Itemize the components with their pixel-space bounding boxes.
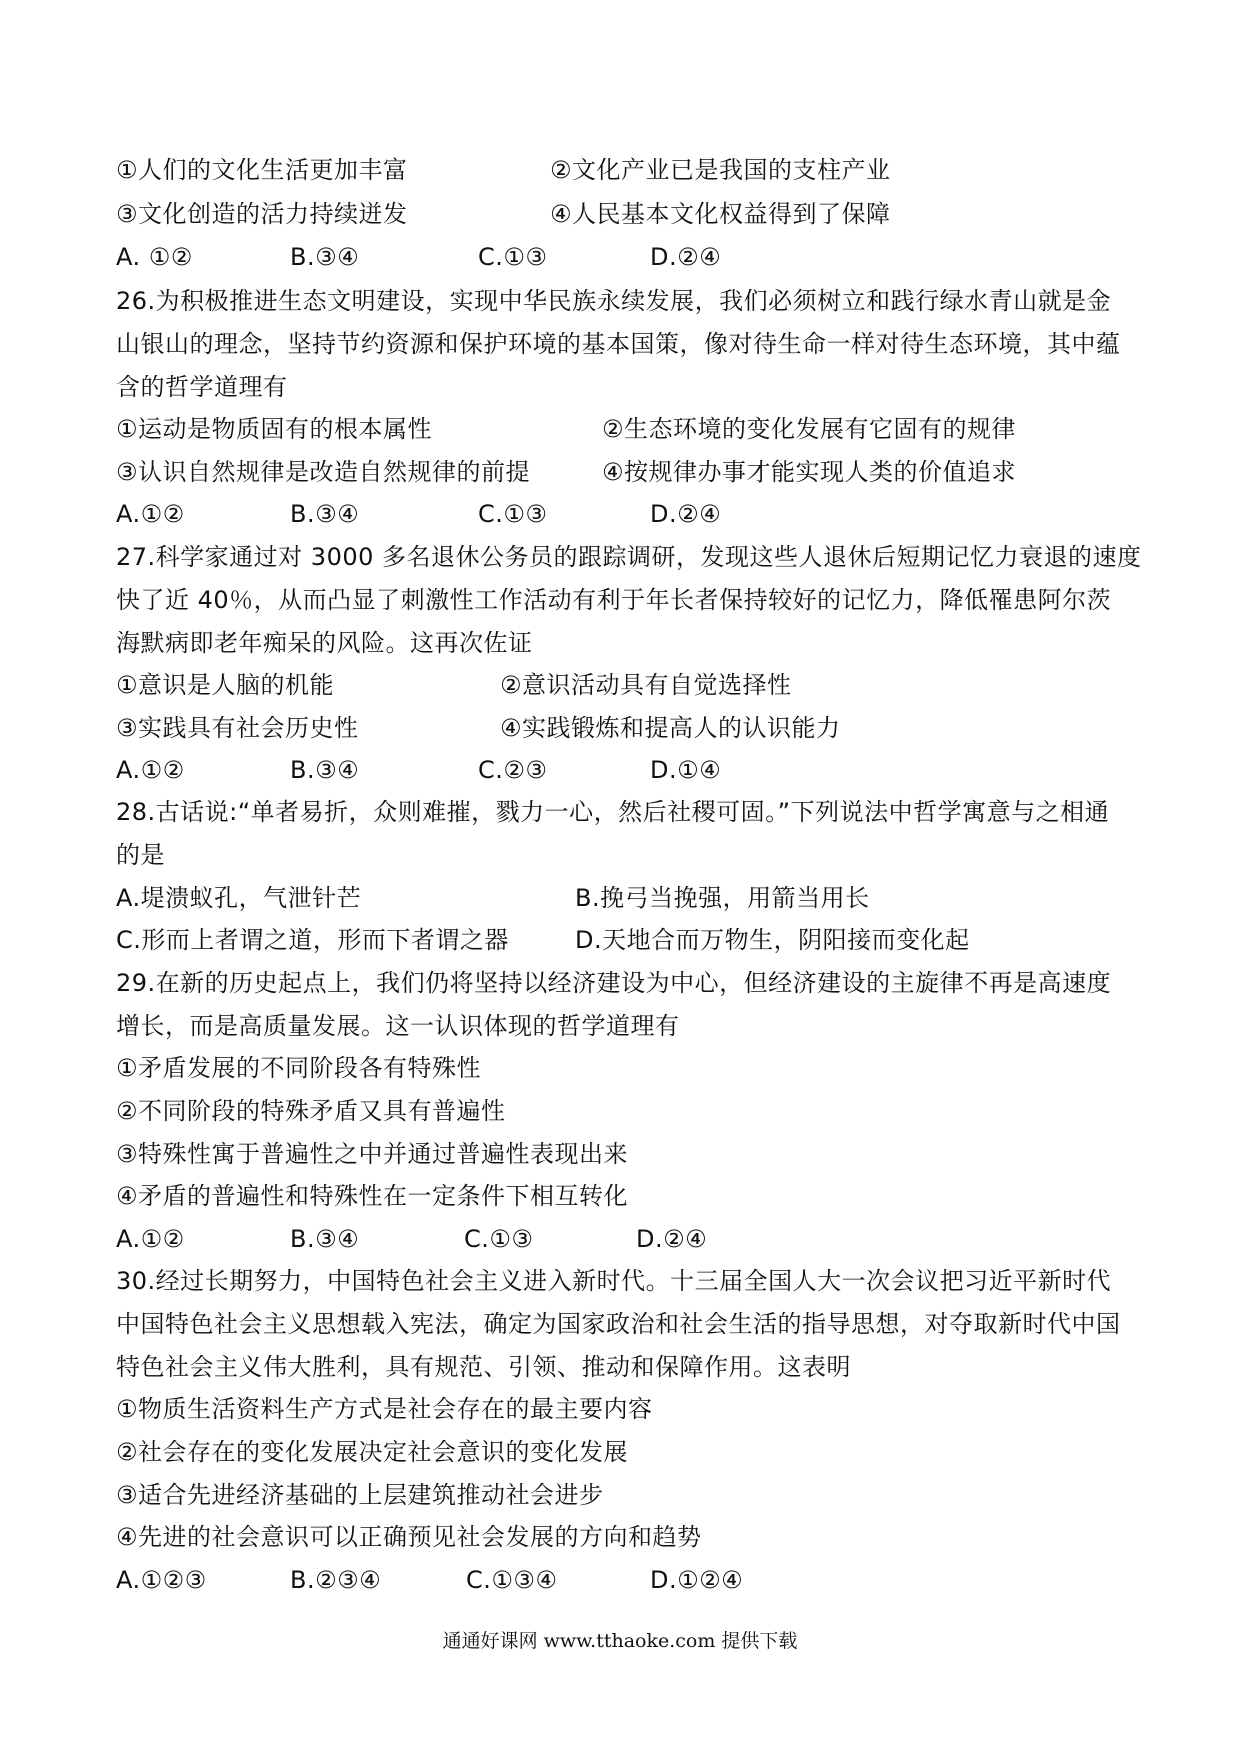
q27-option-1: ①意识是人脑的机能 [116, 671, 335, 699]
q26-stem-line-3: 含的哲学道理有 [116, 373, 288, 401]
q27-choice-b: B.③④ [290, 756, 360, 784]
q28-choice-c: C.形而上者谓之道，形而下者谓之器 [116, 926, 509, 954]
q25-choice-d: D.②④ [650, 243, 722, 271]
q26-choice-b: B.③④ [290, 500, 360, 528]
q28-choice-d: D.天地合而万物生，阴阳接而变化起 [575, 926, 970, 954]
q29-choice-c: C.①③ [464, 1225, 534, 1253]
q26-option-3: ③认识自然规律是改造自然规律的前提 [116, 458, 531, 486]
q29-option-3: ③特殊性寓于普遍性之中并通过普遍性表现出来 [116, 1140, 629, 1168]
q27-option-3: ③实践具有社会历史性 [116, 714, 359, 742]
q28-stem-line-2: 的是 [116, 841, 165, 869]
q26-option-2: ②生态环境的变化发展有它固有的规律 [602, 415, 1017, 443]
q25-option-4: ④人民基本文化权益得到了保障 [550, 200, 891, 228]
q30-stem-line-2: 中国特色社会主义思想载入宪法，确定为国家政治和社会生活的指导思想，对夺取新时代中国 [116, 1310, 1121, 1338]
q25-choice-c: C.①③ [478, 243, 548, 271]
q25-option-3: ③文化创造的活力持续迸发 [116, 200, 408, 228]
q27-stem-line-1: 27.科学家通过对 3000 多名退休公务员的跟踪调研，发现这些人退休后短期记忆力衰退的速度 [116, 543, 1142, 571]
q30-option-2: ②社会存在的变化发展决定社会意识的变化发展 [116, 1438, 629, 1466]
q29-stem-line-1: 29.在新的历史起点上，我们仍将坚持以经济建设为中心，但经济建设的主旋律不再是高速度 [116, 969, 1112, 997]
page-footer: 通通好课网 www.tthaoke.com 提供下载 [442, 1630, 798, 1652]
q26-choice-a: A.①② [116, 500, 185, 528]
q25-choice-a: A. ①② [116, 243, 193, 271]
q30-choice-a: A.①②③ [116, 1566, 207, 1594]
q30-choice-d: D.①②④ [650, 1566, 744, 1594]
q30-option-3: ③适合先进经济基础的上层建筑推动社会进步 [116, 1481, 604, 1509]
q29-choice-d: D.②④ [636, 1225, 708, 1253]
q26-choice-c: C.①③ [478, 500, 548, 528]
q26-option-4: ④按规律办事才能实现人类的价值追求 [602, 458, 1017, 486]
q29-option-2: ②不同阶段的特殊矛盾又具有普遍性 [116, 1097, 506, 1125]
q27-choice-c: C.②③ [478, 756, 548, 784]
q29-option-4: ④矛盾的普遍性和特殊性在一定条件下相互转化 [116, 1182, 629, 1210]
q28-choice-a: A.堤溃蚁孔，气泄针芒 [116, 884, 362, 912]
q26-choice-d: D.②④ [650, 500, 722, 528]
q25-choice-b: B.③④ [290, 243, 360, 271]
q28-stem-line-1: 28.古话说:“单者易折，众则难摧，戮力一心，然后社稷可固。”下列说法中哲学寓意与之相通 [116, 798, 1110, 826]
q30-option-1: ①物质生活资料生产方式是社会存在的最主要内容 [116, 1395, 653, 1423]
q30-stem-line-1: 30.经过长期努力，中国特色社会主义进入新时代。十三届全国人大一次会议把习近平新时代 [116, 1267, 1112, 1295]
q29-option-1: ①矛盾发展的不同阶段各有特殊性 [116, 1054, 482, 1082]
q27-option-4: ④实践锻炼和提高人的认识能力 [500, 714, 841, 742]
q27-stem-line-2: 快了近 40％，从而凸显了刺激性工作活动有利于年长者保持较好的记忆力，降低罹患阿尔茨 [116, 586, 1112, 614]
q26-stem-line-2: 山银山的理念，坚持节约资源和保护环境的基本国策，像对待生命一样对待生态环境，其中蕴 [116, 330, 1121, 358]
q26-option-1: ①运动是物质固有的根本属性 [116, 415, 433, 443]
q30-option-4: ④先进的社会意识可以正确预见社会发展的方向和趋势 [116, 1523, 702, 1551]
q25-option-1: ①人们的文化生活更加丰富 [116, 156, 408, 184]
q28-choice-b: B.挽弓当挽强，用箭当用长 [575, 884, 870, 912]
q25-option-2: ②文化产业已是我国的支柱产业 [550, 156, 891, 184]
q29-choice-b: B.③④ [290, 1225, 360, 1253]
q27-stem-line-3: 海默病即老年痴呆的风险。这再次佐证 [116, 629, 533, 657]
q30-choice-b: B.②③④ [290, 1566, 382, 1594]
q29-choice-a: A.①② [116, 1225, 185, 1253]
q27-choice-a: A.①② [116, 756, 185, 784]
q30-stem-line-3: 特色社会主义伟大胜利，具有规范、引领、推动和保障作用。这表明 [116, 1353, 851, 1381]
q27-choice-d: D.①④ [650, 756, 722, 784]
q29-stem-line-2: 增长，而是高质量发展。这一认识体现的哲学道理有 [116, 1012, 680, 1040]
q27-option-2: ②意识活动具有自觉选择性 [500, 671, 792, 699]
q26-stem-line-1: 26.为积极推进生态文明建设，实现中华民族永续发展，我们必须树立和践行绿水青山就是金 [116, 287, 1112, 315]
q30-choice-c: C.①③④ [466, 1566, 558, 1594]
